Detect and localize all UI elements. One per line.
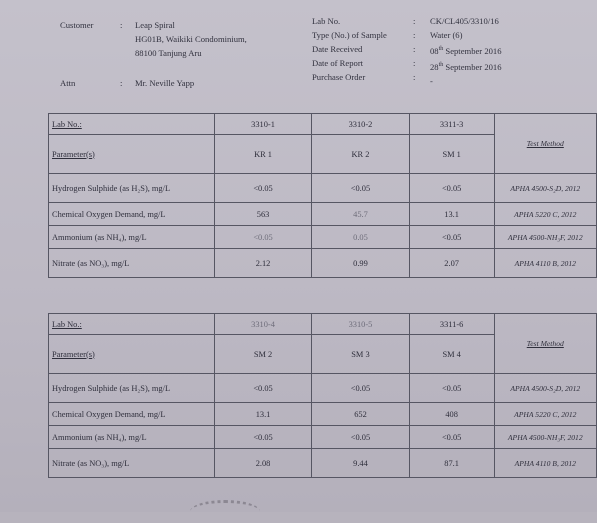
value-cell: 13.1 [214, 403, 311, 426]
method-cell: APHA 5220 C, 2012 [494, 203, 596, 226]
value-cell: <0.05 [409, 174, 494, 203]
value-cell: <0.05 [214, 374, 311, 403]
test-method-header: Test Method [494, 314, 596, 374]
lab-no-label: Lab No. [312, 16, 341, 26]
method-cell: APHA 4500-NH₃F, 2012 [494, 426, 596, 449]
colon: : [413, 72, 416, 82]
results-table-2 [48, 313, 597, 478]
method-cell: APHA 5220 C, 2012 [494, 403, 596, 426]
value-cell: 652 [312, 403, 409, 426]
attn-label: Attn [60, 78, 76, 88]
table-row [49, 374, 597, 403]
method-cell: APHA 4110 B, 2012 [494, 449, 596, 478]
date-report-label: Date of Report [312, 58, 364, 68]
lab-info-labels [312, 14, 387, 84]
method-cell: APHA 4110 B, 2012 [494, 249, 596, 278]
method-cell: APHA 4500-NH₃F, 2012 [494, 226, 596, 249]
sample-id-cell: SM 2 [214, 335, 311, 374]
parameter-cell: Hydrogen Sulphide (as H₂S), mg/L [49, 374, 215, 403]
value-cell: <0.05 [214, 226, 311, 249]
table-row [49, 226, 597, 249]
customer-colon: : [120, 20, 123, 30]
customer-value [135, 18, 247, 60]
lab-no-header: Lab No.: [49, 114, 215, 135]
sample-type-value: Water (6) [430, 30, 463, 40]
sample-id-cell: SM 3 [312, 335, 409, 374]
value-cell: <0.05 [214, 174, 311, 203]
value-cell: <0.05 [312, 174, 409, 203]
colon: : [413, 44, 416, 54]
lab-no-cell: 3311-6 [409, 314, 494, 335]
lab-no-cell: 3310-5 [312, 314, 409, 335]
customer-label: Customer [60, 20, 94, 30]
method-cell: APHA 4500-S₂D, 2012 [494, 374, 596, 403]
date-received-value: 08th September 2016 [430, 45, 502, 56]
value-cell: 408 [409, 403, 494, 426]
parameters-header: Parameter(s) [49, 135, 215, 174]
colon: : [413, 58, 416, 68]
value-cell: 0.99 [312, 249, 409, 278]
results-table-1 [48, 113, 597, 278]
parameter-cell: Nitrate (as NO₃), mg/L [49, 449, 215, 478]
value-cell: <0.05 [312, 426, 409, 449]
sample-type-label: Type (No.) of Sample [312, 30, 387, 40]
value-cell: <0.05 [409, 374, 494, 403]
sample-id-cell: SM 1 [409, 135, 494, 174]
lab-no-cell: 3310-4 [214, 314, 311, 335]
lab-no-cell: 3310-2 [312, 114, 409, 135]
sample-id-cell: SM 4 [409, 335, 494, 374]
value-cell: 2.12 [214, 249, 311, 278]
sample-id-cell: KR 1 [214, 135, 311, 174]
lab-info-colons [413, 14, 415, 84]
lab-info-values [430, 14, 502, 88]
table-row [49, 449, 597, 478]
attn-colon: : [120, 78, 123, 88]
value-cell: <0.05 [312, 374, 409, 403]
parameter-cell: Ammonium (as NH₄), mg/L [49, 426, 215, 449]
table-row [49, 249, 597, 278]
value-cell: <0.05 [409, 226, 494, 249]
value-cell: 2.08 [214, 449, 311, 478]
value-cell: 2.07 [409, 249, 494, 278]
purchase-order-value: - [430, 75, 433, 86]
parameter-cell: Nitrate (as NO₃), mg/L [49, 249, 215, 278]
table-row [49, 203, 597, 226]
value-cell: 0.05 [312, 226, 409, 249]
table-row [49, 174, 597, 203]
test-method-header: Test Method [494, 114, 596, 174]
purchase-order-label: Purchase Order [312, 72, 366, 82]
value-cell: <0.05 [409, 426, 494, 449]
table-row [49, 314, 597, 335]
table-row [49, 114, 597, 135]
lab-no-cell: 3310-1 [214, 114, 311, 135]
date-received-label: Date Received [312, 44, 363, 54]
date-report-value: 28th September 2016 [430, 61, 502, 72]
table-row [49, 403, 597, 426]
parameter-cell: Ammonium (as NH₄), mg/L [49, 226, 215, 249]
table-row [49, 426, 597, 449]
parameter-cell: Hydrogen Sulphide (as H₂S), mg/L [49, 174, 215, 203]
customer-line: Leap Spiral [135, 20, 175, 30]
parameter-cell: Chemical Oxygen Demand, mg/L [49, 403, 215, 426]
value-cell: 13.1 [409, 203, 494, 226]
value-cell: 45.7 [312, 203, 409, 226]
method-cell: APHA 4500-S₂D, 2012 [494, 174, 596, 203]
value-cell: 563 [214, 203, 311, 226]
value-cell: 9.44 [312, 449, 409, 478]
parameter-cell: Chemical Oxygen Demand, mg/L [49, 203, 215, 226]
sample-id-cell: KR 2 [312, 135, 409, 174]
lab-no-value: CK/CL405/3310/16 [430, 16, 499, 26]
value-cell: <0.05 [214, 426, 311, 449]
colon: : [413, 16, 416, 26]
lab-no-cell: 3311-3 [409, 114, 494, 135]
value-cell: 87.1 [409, 449, 494, 478]
colon: : [413, 30, 416, 40]
lab-no-header: Lab No.: [49, 314, 215, 335]
customer-line: HG01B, Waikiki Condominium, [135, 34, 247, 44]
attn-value: Mr. Neville Yapp [135, 78, 195, 88]
parameters-header: Parameter(s) [49, 335, 215, 374]
customer-line: 88100 Tanjung Aru [135, 48, 202, 58]
